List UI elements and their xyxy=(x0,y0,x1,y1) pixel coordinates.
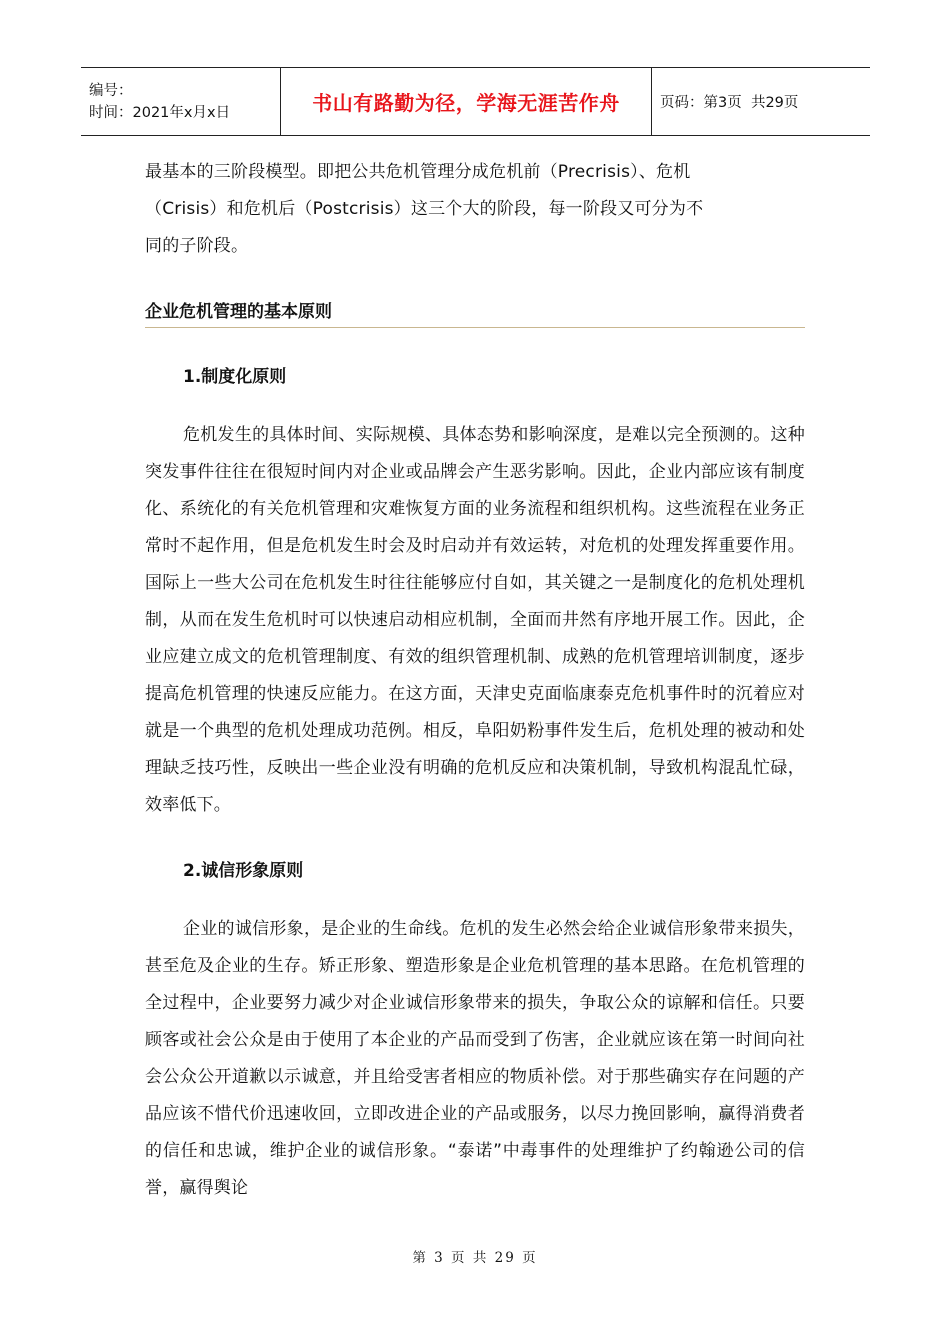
document-body xyxy=(145,154,805,1207)
principle-2-body: 企业的诚信形象，是企业的生命线。危机的发生必然会给企业诚信形象带来损失，甚至危及企业的生存。矫正形象、塑造形象是企业危机管理的基本思路。在危机管理的全过程中，企业要努力减少对企业诚信形象带来的损失，争取公众的谅解和信任。只要顾客或社会公众是由于使用了本企业的产品而受到了伤害，企业就应该在第一时间向社会公众公开道歉以示诚意，并且给受害者相应的物质补偿。对于那些确实存在问题的产品应该不惜代价迅速收回，立即改进企业的产品或服务，以尽力挽回影响，赢得消费者的信任和忠诚，维护企业的诚信形象。“泰诺”中毒事件的处理维护了约翰逊公司的信誉，赢得舆论 xyxy=(145,919,805,1198)
document-number-label: 编号： xyxy=(89,82,133,99)
document-date: 时间：2021年x月x日 xyxy=(89,104,231,121)
intro-paragraph xyxy=(145,154,805,265)
principle-1-title: 1.制度化原则 xyxy=(183,367,287,387)
principle-1-body: 危机发生的具体时间、实际规模、具体态势和影响深度，是难以完全预测的。这种突发事件往往在很短时间内对企业或品牌会产生恶劣影响。因此，企业内部应该有制度化、系统化的有关危机管理和灾难恢复方面的业务流程和组织机构。这些流程在业务正常时不起作用，但是危机发生时会及时启动并有效运转，对危机的处理发挥重要作用。国际上一些大公司在危机发生时往往能够应付自如，其关键之一是制度化的危机处理机制，从而在发生危机时可以快速启动相应机制，全面而井然有序地开展工作。因此，企业应建立成文的危机管理制度、有效的组织管理机制、成熟的危机管理培训制度，逐步提高危机管理的快速反应能力。在这方面，天津史克面临康泰克危机事件时的沉着应对就是一个典型的危机处理成功范例。相反，阜阳奶粉事件发生后，危机处理的被动和处理缺乏技巧性，反映出一些企业没有明确的危机反应和决策机制，导致机构混乱忙碌，效率低下。 xyxy=(145,425,805,815)
header-page-info-cell xyxy=(652,68,870,135)
section-heading: 企业危机管理的基本原则 xyxy=(145,302,332,322)
header-motto: 书山有路勤为径，学海无涯苦作舟 xyxy=(312,91,620,115)
header-motto-cell xyxy=(281,68,652,135)
header-page-info: 页码：第3页 共29页 xyxy=(660,95,799,111)
page-footer: 第 3 页 共 29 页 xyxy=(412,1250,538,1266)
intro-line: 最基本的三阶段模型。即把公共危机管理分成危机前（Precrisis）、危机 xyxy=(145,162,691,182)
intro-line: 同的子阶段。 xyxy=(145,236,249,256)
principle-2-title: 2.诚信形象原则 xyxy=(183,861,304,881)
page-header xyxy=(81,67,870,136)
intro-line: （Crisis）和危机后（Postcrisis）这三个大的阶段，每一阶段又可分为不 xyxy=(145,199,704,219)
header-meta xyxy=(81,68,281,135)
